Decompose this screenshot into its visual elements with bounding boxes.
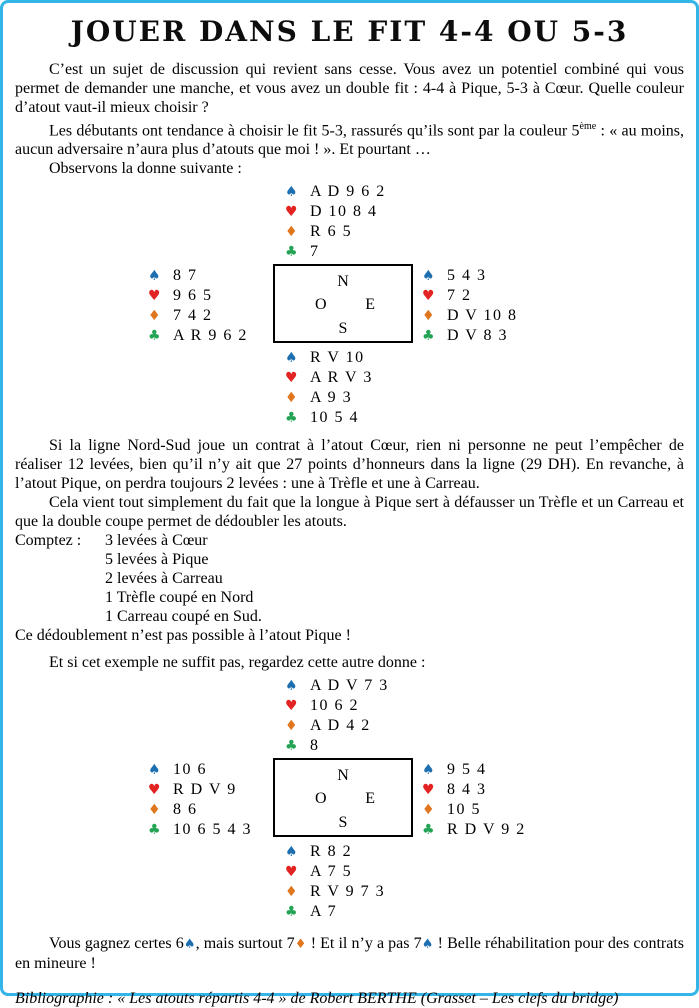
diamond-icon: ♦ bbox=[285, 884, 298, 901]
superscript-eme: ème bbox=[579, 121, 597, 132]
heart-icon: ♥ bbox=[422, 288, 435, 305]
club-icon: ♣ bbox=[422, 822, 435, 839]
compass-box bbox=[273, 758, 413, 837]
conclusion-seg4: ! Belle réhabilitation pour des contrats en mineure ! bbox=[15, 935, 684, 973]
club-icon: ♣ bbox=[148, 822, 161, 839]
suit-row bbox=[285, 902, 684, 922]
suit-row bbox=[285, 696, 684, 716]
suit-row bbox=[285, 222, 684, 242]
east-hand bbox=[422, 758, 526, 840]
intro-paragraph-1: C’est un sujet de discussion qui revient sans cesse. Vous avez un potentiel combiné qui vous permet de demander une manche, et vous avez un double fit : 4-4 à Pique, 5-3 à Cœur. Quelle couleur d’atout vaut-il mieux choisir ? bbox=[15, 61, 684, 116]
suit-row bbox=[285, 862, 684, 882]
analysis-paragraph-4: Et si cet exemple ne suffit pas, regardez cette autre donne : bbox=[49, 654, 426, 672]
compass-box bbox=[273, 264, 413, 343]
east-hand bbox=[422, 264, 518, 346]
intro-paragraph-2 bbox=[15, 117, 684, 159]
suit-row bbox=[285, 182, 684, 202]
suit-row bbox=[285, 716, 684, 736]
heart-icon: ♥ bbox=[285, 370, 298, 387]
suit-row bbox=[285, 882, 684, 902]
west-hand bbox=[148, 758, 273, 840]
compass-south-label: S bbox=[338, 814, 348, 832]
diamond-icon: ♦ bbox=[148, 308, 161, 325]
north-spades: A D V 7 3 bbox=[310, 677, 389, 695]
suit-row bbox=[148, 820, 273, 840]
spade-icon: ♠ bbox=[285, 678, 298, 695]
suit-row bbox=[422, 286, 518, 306]
compass-east-label: E bbox=[365, 790, 375, 808]
south-diamonds: A 9 3 bbox=[310, 389, 353, 407]
west-clubs: 10 6 5 4 3 bbox=[173, 821, 252, 839]
club-icon: ♣ bbox=[285, 738, 298, 755]
conclusion-paragraph bbox=[15, 934, 684, 973]
club-icon: ♣ bbox=[285, 410, 298, 427]
west-spades: 8 7 bbox=[173, 267, 198, 285]
intro-p2-text-before: Les débutants ont tendance à choisir le fit 5-3, rassurés qu’ils sont par la couleur 5 bbox=[49, 122, 580, 140]
diamond-icon: ♦ bbox=[148, 802, 161, 819]
suit-row bbox=[148, 800, 273, 820]
south-diamonds: R V 9 7 3 bbox=[310, 883, 386, 901]
suit-row bbox=[148, 266, 273, 286]
intro-paragraph-3: Observons la donne suivante : bbox=[49, 160, 242, 178]
suit-row bbox=[422, 760, 526, 780]
trick-count bbox=[15, 531, 684, 626]
compass-north-label: N bbox=[337, 767, 349, 785]
heart-icon: ♥ bbox=[148, 288, 161, 305]
bridge-deal-2 bbox=[15, 676, 684, 922]
east-hearts: 7 2 bbox=[447, 287, 472, 305]
conclusion-seg2: , mais surtout 7 bbox=[195, 935, 295, 953]
west-spades: 10 6 bbox=[173, 761, 207, 779]
compass-north-label: N bbox=[337, 273, 349, 291]
north-hearts: D 10 8 4 bbox=[310, 203, 378, 221]
south-hearts: A R V 3 bbox=[310, 369, 373, 387]
suit-row bbox=[285, 388, 684, 408]
page-title: JOUER DANS LE FIT 4-4 OU 5-3 bbox=[70, 15, 629, 48]
west-hearts: 9 6 5 bbox=[173, 287, 213, 305]
diamond-icon: ♦ bbox=[285, 718, 298, 735]
west-diamonds: 7 4 2 bbox=[173, 307, 213, 325]
spade-icon: ♠ bbox=[183, 937, 196, 953]
east-hearts: 8 4 3 bbox=[447, 781, 487, 799]
conclusion-seg1: Vous gagnez certes 6 bbox=[49, 935, 184, 953]
heart-icon: ♥ bbox=[285, 698, 298, 715]
diamond-icon: ♦ bbox=[422, 308, 435, 325]
club-icon: ♣ bbox=[285, 244, 298, 261]
south-hand bbox=[285, 842, 684, 922]
compass-west-label: O bbox=[315, 296, 327, 314]
heart-icon: ♥ bbox=[285, 204, 298, 221]
south-spades: R V 10 bbox=[310, 349, 365, 367]
diamond-icon: ♦ bbox=[285, 390, 298, 407]
north-clubs: 7 bbox=[310, 243, 320, 261]
suit-row bbox=[422, 306, 518, 326]
suit-row bbox=[422, 820, 526, 840]
east-diamonds: D V 10 8 bbox=[447, 307, 518, 325]
club-icon: ♣ bbox=[285, 904, 298, 921]
east-spades: 9 5 4 bbox=[447, 761, 487, 779]
north-spades: A D 9 6 2 bbox=[310, 183, 386, 201]
compass-south-label: S bbox=[338, 320, 348, 338]
club-icon: ♣ bbox=[422, 328, 435, 345]
suit-row bbox=[285, 202, 684, 222]
spade-icon: ♠ bbox=[285, 184, 298, 201]
suit-row bbox=[148, 780, 273, 800]
suit-row bbox=[422, 800, 526, 820]
heart-icon: ♥ bbox=[285, 864, 298, 881]
suit-row bbox=[285, 408, 684, 428]
suit-row bbox=[285, 242, 684, 262]
bibliography: Bibliographie : « Les atouts répartis 4-4 » de Robert BERTHE (Grasset – Les clefs du bridge) bbox=[15, 990, 619, 1008]
south-clubs: 10 5 4 bbox=[310, 409, 359, 427]
compass-east-label: E bbox=[365, 296, 375, 314]
west-hearts: R D V 9 bbox=[173, 781, 237, 799]
spade-icon: ♠ bbox=[422, 268, 435, 285]
suit-row bbox=[285, 676, 684, 696]
count-item: 2 levées à Carreau bbox=[105, 570, 223, 588]
south-hearts: A 7 5 bbox=[310, 863, 353, 881]
east-clubs: D V 8 3 bbox=[447, 327, 509, 345]
heart-icon: ♥ bbox=[422, 782, 435, 799]
north-diamonds: R 6 5 bbox=[310, 223, 353, 241]
intro-p2-text-after: : « au moins, aucun adversaire n’aura plus d’atouts que moi ! ». Et pourtant … bbox=[15, 122, 684, 159]
conclusion-seg3: ! Et il n’y a pas 7 bbox=[306, 935, 422, 953]
suit-row bbox=[148, 286, 273, 306]
west-clubs: A R 9 6 2 bbox=[173, 327, 248, 345]
suit-row bbox=[422, 266, 518, 286]
north-hand bbox=[285, 182, 684, 262]
count-item: 5 levées à Pique bbox=[105, 551, 209, 569]
diamond-icon: ♦ bbox=[285, 224, 298, 241]
deal-middle-row bbox=[15, 758, 684, 840]
suit-row bbox=[285, 842, 684, 862]
analysis-paragraph-3: Ce dédoublement n’est pas possible à l’atout Pique ! bbox=[15, 627, 351, 645]
south-clubs: A 7 bbox=[310, 903, 338, 921]
east-clubs: R D V 9 2 bbox=[447, 821, 526, 839]
north-diamonds: A D 4 2 bbox=[310, 717, 371, 735]
diamond-icon: ♦ bbox=[422, 802, 435, 819]
spade-icon: ♠ bbox=[148, 762, 161, 779]
count-item: 1 Trèfle coupé en Nord bbox=[105, 589, 254, 607]
count-item: 3 levées à Cœur bbox=[105, 532, 208, 550]
count-item: 1 Carreau coupé en Sud. bbox=[105, 608, 262, 626]
east-diamonds: 10 5 bbox=[447, 801, 481, 819]
spade-icon: ♠ bbox=[422, 762, 435, 779]
suit-row bbox=[285, 348, 684, 368]
trick-count-label: Comptez : bbox=[15, 532, 82, 550]
suit-row bbox=[285, 368, 684, 388]
north-clubs: 8 bbox=[310, 737, 320, 755]
trick-count-items bbox=[105, 531, 262, 626]
east-spades: 5 4 3 bbox=[447, 267, 487, 285]
diamond-icon: ♦ bbox=[294, 937, 307, 953]
analysis-paragraph-2: Cela vient tout simplement du fait que la longue à Pique sert à défausser un Trèfle et un Carreau et que la double coupe permet de dédoubler les atouts. bbox=[15, 494, 684, 531]
bridge-deal-1 bbox=[15, 182, 684, 428]
north-hand bbox=[285, 676, 684, 756]
spade-icon: ♠ bbox=[148, 268, 161, 285]
club-icon: ♣ bbox=[148, 328, 161, 345]
compass-west-label: O bbox=[315, 790, 327, 808]
heart-icon: ♥ bbox=[148, 782, 161, 799]
deal-middle-row bbox=[15, 264, 684, 346]
spade-icon: ♠ bbox=[421, 937, 434, 953]
suit-row bbox=[422, 326, 518, 346]
suit-row bbox=[148, 760, 273, 780]
suit-row bbox=[422, 780, 526, 800]
west-diamonds: 8 6 bbox=[173, 801, 198, 819]
suit-row bbox=[148, 306, 273, 326]
analysis-paragraph-1: Si la ligne Nord-Sud joue un contrat à l’atout Cœur, rien ni personne ne peut l’empêcher de réaliser 12 levées, bien qu’il n’y ait que 27 points d’honneurs dans la ligne (29 DH). En revanche, à l’atout Pique, on perdra toujours 2 levées : une à Trèfle et une à Carreau. bbox=[15, 437, 684, 493]
south-spades: R 8 2 bbox=[310, 843, 353, 861]
north-hearts: 10 6 2 bbox=[310, 697, 359, 715]
spade-icon: ♠ bbox=[285, 350, 298, 367]
south-hand bbox=[285, 348, 684, 428]
spade-icon: ♠ bbox=[285, 844, 298, 861]
suit-row bbox=[148, 326, 273, 346]
west-hand bbox=[148, 264, 273, 346]
suit-row bbox=[285, 736, 684, 756]
